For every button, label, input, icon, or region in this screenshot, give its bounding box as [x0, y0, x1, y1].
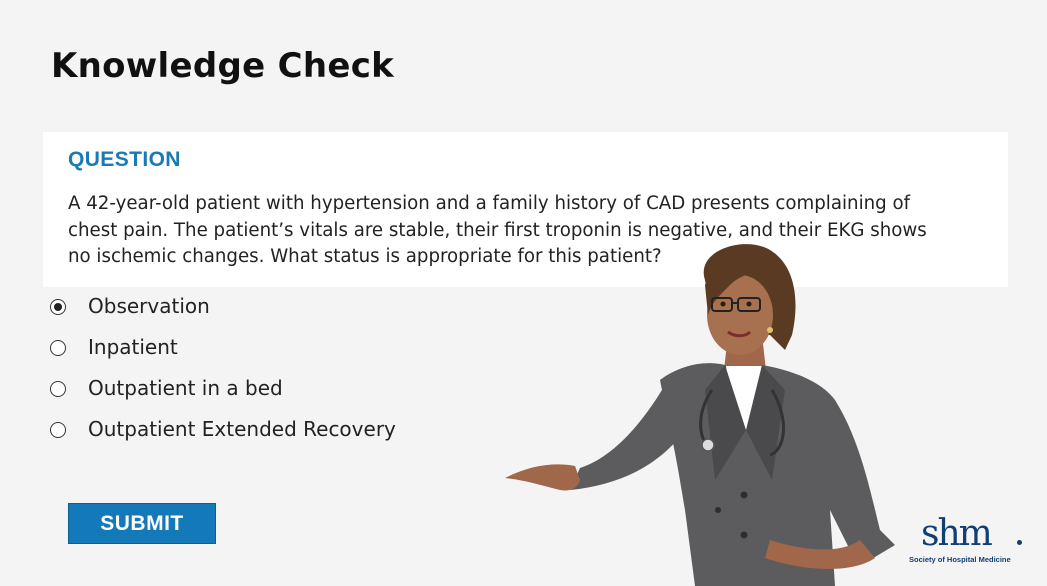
- logo-dot: [1017, 540, 1022, 545]
- logo-mark: shm: [921, 513, 991, 554]
- option-outpatient-in-a-bed[interactable]: [50, 371, 470, 412]
- radio-unselected-icon[interactable]: [50, 340, 66, 356]
- shm-logo: [905, 515, 1030, 570]
- question-heading: QUESTION: [68, 148, 181, 171]
- option-outpatient-extended-recovery[interactable]: [50, 412, 470, 453]
- option-label: Outpatient Extended Recovery: [88, 417, 396, 441]
- answer-options: [50, 289, 470, 453]
- question-text: A 42-year-old patient with hypertension and a family history of CAD presents complaining of chest pain. The patient’s vitals are stable, their first troponin is negative, and their EKG shows no ischemic changes. What status is appropriate for this patient?: [68, 193, 927, 267]
- doctor-presenter-illustration: [500, 240, 920, 586]
- submit-button[interactable]: SUBMIT: [68, 503, 216, 544]
- radio-unselected-icon[interactable]: [50, 422, 66, 438]
- option-label: Observation: [88, 294, 210, 318]
- option-label: Outpatient in a bed: [88, 376, 283, 400]
- radio-unselected-icon[interactable]: [50, 381, 66, 397]
- option-inpatient[interactable]: [50, 330, 470, 371]
- page-title: Knowledge Check: [51, 46, 395, 86]
- logo-subtitle: Society of Hospital Medicine: [909, 555, 1011, 564]
- radio-selected-icon[interactable]: [50, 299, 66, 315]
- option-observation[interactable]: [50, 289, 470, 330]
- option-label: Inpatient: [88, 335, 178, 359]
